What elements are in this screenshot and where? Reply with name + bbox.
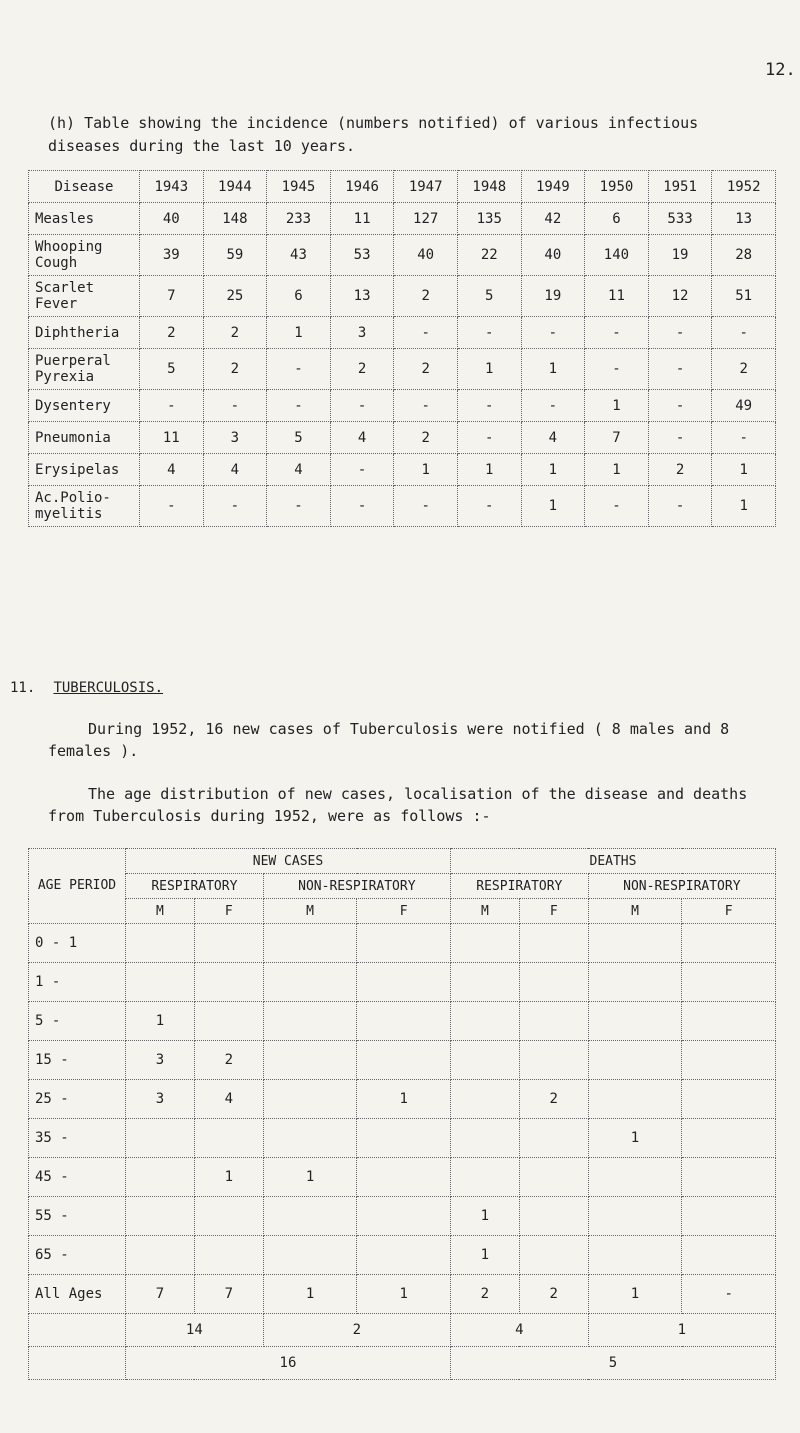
cell (263, 1197, 357, 1236)
cell: 2 (394, 422, 458, 454)
cell: 1 (357, 1080, 451, 1119)
cell: - (521, 317, 585, 349)
age-label: 5 - (29, 1002, 126, 1041)
table-row (29, 1158, 776, 1197)
male-header: M (450, 899, 519, 924)
cell: 6 (585, 203, 649, 235)
table-row (29, 486, 776, 527)
cell (682, 1197, 776, 1236)
cell: 40 (394, 235, 458, 276)
cell (588, 1236, 682, 1275)
cell: - (585, 317, 649, 349)
cell (263, 1041, 357, 1080)
cell: - (140, 486, 204, 527)
cell (588, 1002, 682, 1041)
cell (263, 963, 357, 1002)
cell (263, 1002, 357, 1041)
cell (194, 1119, 263, 1158)
cell: 533 (648, 203, 712, 235)
cell: 127 (394, 203, 458, 235)
subtotal-cell: 1 (588, 1314, 775, 1347)
cell: - (712, 422, 776, 454)
cell: 1 (521, 454, 585, 486)
cell (519, 1158, 588, 1197)
cell (357, 1002, 451, 1041)
age-label: 55 - (29, 1197, 126, 1236)
cell (519, 1197, 588, 1236)
cell: 12 (648, 276, 712, 317)
cell (450, 963, 519, 1002)
cell (126, 1236, 195, 1275)
subtotal-cell: 2 (263, 1314, 450, 1347)
age-label: 1 - (29, 963, 126, 1002)
cell: 3 (126, 1041, 195, 1080)
cell (29, 1347, 126, 1380)
female-header: F (194, 899, 263, 924)
cell: 4 (330, 422, 394, 454)
cell (126, 963, 195, 1002)
year-header: 1943 (140, 171, 204, 203)
cell: 233 (267, 203, 331, 235)
cell: - (648, 486, 712, 527)
age-label: 65 - (29, 1236, 126, 1275)
age-label: 45 - (29, 1158, 126, 1197)
cell: 4 (521, 422, 585, 454)
table-row (29, 1119, 776, 1158)
cell: - (648, 349, 712, 390)
cell: - (267, 349, 331, 390)
cell: 1 (588, 1275, 682, 1314)
cell (194, 1002, 263, 1041)
cell: 2 (712, 349, 776, 390)
cell: 1 (457, 454, 521, 486)
cell: 2 (203, 349, 267, 390)
deaths-header: DEATHS (450, 849, 775, 874)
paragraph: The age distribution of new cases, localisation of the disease and deaths from Tuberculosis during 1952, were as follows :- (48, 785, 748, 825)
incidence-header-row (29, 171, 776, 203)
cell (588, 924, 682, 963)
cell (519, 1119, 588, 1158)
cell: - (394, 390, 458, 422)
year-header: 1944 (203, 171, 267, 203)
table-row (29, 349, 776, 390)
cell (450, 924, 519, 963)
female-header: F (357, 899, 451, 924)
table-row (29, 235, 776, 276)
cell: - (457, 390, 521, 422)
table-row (29, 390, 776, 422)
cell: 1 (263, 1275, 357, 1314)
cell: 5 (140, 349, 204, 390)
cell: 148 (203, 203, 267, 235)
male-header: M (126, 899, 195, 924)
table-row (29, 1080, 776, 1119)
table-row (29, 454, 776, 486)
cell: 2 (648, 454, 712, 486)
cell: - (267, 390, 331, 422)
tb-header-row (29, 849, 776, 874)
cell: 11 (585, 276, 649, 317)
cell: - (585, 349, 649, 390)
cell: 3 (126, 1080, 195, 1119)
total-row (29, 1347, 776, 1380)
cell (450, 1119, 519, 1158)
cell (126, 1119, 195, 1158)
year-header: 1945 (267, 171, 331, 203)
cell: 1 (585, 454, 649, 486)
cell: - (140, 390, 204, 422)
cell: - (203, 486, 267, 527)
respiratory-header: RESPIRATORY (126, 874, 264, 899)
subtotal-row (29, 1314, 776, 1347)
cell: 39 (140, 235, 204, 276)
cell: 11 (140, 422, 204, 454)
cell: 4 (203, 454, 267, 486)
disease-name: Puerperal Pyrexia (29, 349, 140, 390)
cell (588, 1041, 682, 1080)
cell: - (682, 1275, 776, 1314)
total-cell: 5 (450, 1347, 775, 1380)
disease-name: Pneumonia (29, 422, 140, 454)
cell: 40 (521, 235, 585, 276)
section-number: 11. (10, 680, 36, 696)
cell: 7 (140, 276, 204, 317)
age-label: 15 - (29, 1041, 126, 1080)
cell (588, 1197, 682, 1236)
cell: 53 (330, 235, 394, 276)
cell: 4 (194, 1080, 263, 1119)
new-cases-header: NEW CASES (126, 849, 451, 874)
disease-name: Scarlet Fever (29, 276, 140, 317)
cell: 1 (450, 1197, 519, 1236)
cell (450, 1002, 519, 1041)
cell: 51 (712, 276, 776, 317)
cell (588, 1080, 682, 1119)
cell: 140 (585, 235, 649, 276)
cell: 2 (394, 276, 458, 317)
cell (682, 1119, 776, 1158)
cell (450, 1158, 519, 1197)
table-caption: (h) Table showing the incidence (numbers notified) of various infectious diseases during the last 10 years. (48, 114, 699, 155)
cell: 2 (140, 317, 204, 349)
total-cell: 16 (126, 1347, 451, 1380)
cell: - (712, 317, 776, 349)
cell (588, 1158, 682, 1197)
disease-name: Ac.Polio-myelitis (29, 486, 140, 527)
cell: - (330, 486, 394, 527)
year-header: 1951 (648, 171, 712, 203)
cell (682, 1041, 776, 1080)
cell: 2 (450, 1275, 519, 1314)
cell (588, 963, 682, 1002)
non-respiratory-header: NON-RESPIRATORY (263, 874, 450, 899)
cell: 2 (519, 1080, 588, 1119)
cell: - (457, 317, 521, 349)
cell: 7 (194, 1275, 263, 1314)
cell: 2 (194, 1041, 263, 1080)
cell: - (394, 486, 458, 527)
year-header: 1946 (330, 171, 394, 203)
cell: 1 (267, 317, 331, 349)
cell (357, 924, 451, 963)
cell (519, 1002, 588, 1041)
cell: 2 (394, 349, 458, 390)
subtotal-cell: 4 (450, 1314, 588, 1347)
respiratory-header: RESPIRATORY (450, 874, 588, 899)
year-header: 1952 (712, 171, 776, 203)
page-number: 12. (765, 60, 796, 80)
cell: 1 (450, 1236, 519, 1275)
cell (450, 1041, 519, 1080)
cell: 13 (712, 203, 776, 235)
tb-header-row (29, 874, 776, 899)
disease-name: Diphtheria (29, 317, 140, 349)
cell: - (648, 390, 712, 422)
cell: 1 (126, 1002, 195, 1041)
tuberculosis-table (28, 848, 776, 1380)
cell (450, 1080, 519, 1119)
table-row (29, 276, 776, 317)
cell: 13 (330, 276, 394, 317)
age-label: 0 - 1 (29, 924, 126, 963)
non-respiratory-header: NON-RESPIRATORY (588, 874, 775, 899)
cell (194, 963, 263, 1002)
cell: 6 (267, 276, 331, 317)
cell (682, 1236, 776, 1275)
cell (519, 963, 588, 1002)
cell (29, 1314, 126, 1347)
cell (519, 924, 588, 963)
cell: 3 (203, 422, 267, 454)
cell: - (330, 390, 394, 422)
male-header: M (588, 899, 682, 924)
cell: 11 (330, 203, 394, 235)
cell: - (457, 486, 521, 527)
cell: 19 (648, 235, 712, 276)
cell: - (457, 422, 521, 454)
disease-name: Measles (29, 203, 140, 235)
table-row (29, 422, 776, 454)
cell (263, 924, 357, 963)
cell: 22 (457, 235, 521, 276)
cell: 1 (585, 390, 649, 422)
cell: 1 (521, 486, 585, 527)
cell: 1 (357, 1275, 451, 1314)
cell (194, 1197, 263, 1236)
cell (357, 1119, 451, 1158)
cell (126, 1158, 195, 1197)
cell (682, 1002, 776, 1041)
table-row (29, 203, 776, 235)
table-row (29, 963, 776, 1002)
cell (682, 1080, 776, 1119)
cell (126, 1197, 195, 1236)
disease-name: Whooping Cough (29, 235, 140, 276)
cell: 2 (203, 317, 267, 349)
section-heading (10, 680, 163, 696)
table-row (29, 1236, 776, 1275)
cell: 59 (203, 235, 267, 276)
cell: 5 (457, 276, 521, 317)
tb-header-row (29, 899, 776, 924)
disease-name: Erysipelas (29, 454, 140, 486)
cell: 42 (521, 203, 585, 235)
cell (682, 1158, 776, 1197)
cell: 3 (330, 317, 394, 349)
cell (519, 1041, 588, 1080)
cell (263, 1119, 357, 1158)
paragraph: During 1952, 16 new cases of Tuberculosis were notified ( 8 males and 8 females ). (48, 720, 730, 760)
cell (682, 963, 776, 1002)
disease-header: Disease (29, 171, 140, 203)
cell: 1 (457, 349, 521, 390)
cell: - (585, 486, 649, 527)
cell: 19 (521, 276, 585, 317)
female-header: F (519, 899, 588, 924)
cell: - (267, 486, 331, 527)
section-title: TUBERCULOSIS. (53, 680, 164, 696)
age-period-header: AGE PERIOD (29, 849, 126, 924)
cell: 2 (519, 1275, 588, 1314)
cell (519, 1236, 588, 1275)
female-header: F (682, 899, 776, 924)
age-label: All Ages (29, 1275, 126, 1314)
cell (357, 1041, 451, 1080)
cell (357, 963, 451, 1002)
table-row (29, 1275, 776, 1314)
cell (357, 1236, 451, 1275)
year-header: 1949 (521, 171, 585, 203)
cell: - (648, 317, 712, 349)
incidence-table (28, 170, 776, 527)
subtotal-cell: 14 (126, 1314, 264, 1347)
cell: 25 (203, 276, 267, 317)
cell (263, 1080, 357, 1119)
cell: 1 (588, 1119, 682, 1158)
table-row (29, 924, 776, 963)
cell: 135 (457, 203, 521, 235)
cell: 28 (712, 235, 776, 276)
cell: 1 (712, 454, 776, 486)
year-header: 1950 (585, 171, 649, 203)
cell: 49 (712, 390, 776, 422)
cell: 7 (126, 1275, 195, 1314)
cell: 4 (140, 454, 204, 486)
cell (357, 1197, 451, 1236)
age-label: 35 - (29, 1119, 126, 1158)
cell: 40 (140, 203, 204, 235)
cell: 1 (394, 454, 458, 486)
cell (194, 924, 263, 963)
cell (357, 1158, 451, 1197)
male-header: M (263, 899, 357, 924)
cell (194, 1236, 263, 1275)
cell: 43 (267, 235, 331, 276)
year-header: 1948 (457, 171, 521, 203)
cell: - (521, 390, 585, 422)
cell: 7 (585, 422, 649, 454)
cell: - (203, 390, 267, 422)
cell: - (648, 422, 712, 454)
cell: 1 (194, 1158, 263, 1197)
cell: 5 (267, 422, 331, 454)
cell (263, 1236, 357, 1275)
cell: 4 (267, 454, 331, 486)
disease-name: Dysentery (29, 390, 140, 422)
table-row (29, 1041, 776, 1080)
cell (126, 924, 195, 963)
cell: 1 (712, 486, 776, 527)
cell (682, 924, 776, 963)
cell: 1 (263, 1158, 357, 1197)
cell: - (330, 454, 394, 486)
cell: 2 (330, 349, 394, 390)
table-row (29, 1002, 776, 1041)
table-row (29, 317, 776, 349)
year-header: 1947 (394, 171, 458, 203)
cell: - (394, 317, 458, 349)
age-label: 25 - (29, 1080, 126, 1119)
cell: 1 (521, 349, 585, 390)
table-row (29, 1197, 776, 1236)
